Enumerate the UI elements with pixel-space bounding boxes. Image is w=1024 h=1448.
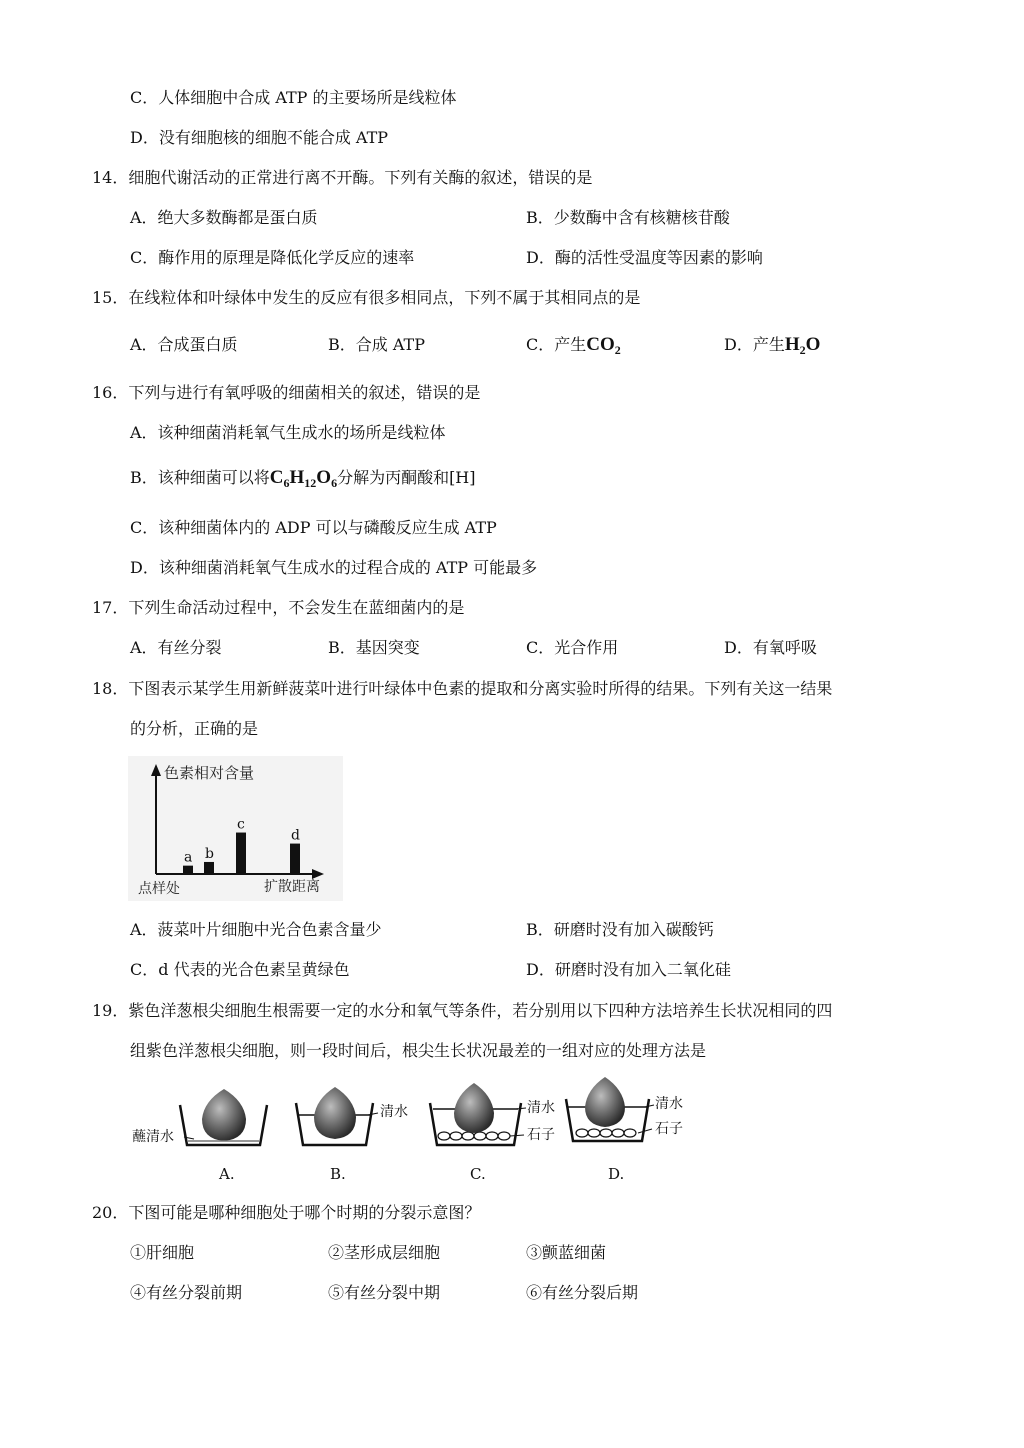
q19-stem-line1: 19．紫色洋葱根尖细胞生根需要一定的水分和氧气等条件，若分别用以下四种方法培养生长状况相同的四 [92,1001,833,1020]
q14-stem: 14．细胞代谢活动的正常进行离不开酶。下列有关酶的叙述，错误的是 [92,168,593,187]
stones-d [576,1129,636,1137]
setup-b [296,1087,408,1183]
q17-stem: 17．下列生命活动过程中，不会发生在蓝细菌内的是 [92,598,465,617]
caption-c: C. [470,1165,486,1183]
label-leader-c2 [510,1135,524,1136]
label-stone-c: 石子 [527,1127,555,1143]
bar-d [290,844,300,873]
q20-option-5: ⑤有丝分裂中期 [328,1283,441,1302]
q19-stem-line2: 组紫色洋葱根尖细胞，则一段时间后，根尖生长状况最差的一组对应的处理方法是 [130,1041,707,1060]
label-leader-b [368,1113,378,1115]
label-dip-water: 蘸清水 [132,1129,174,1145]
label-stone-d: 石子 [655,1121,683,1137]
q16-option-a: A．该种细菌消耗氧气生成水的场所是线粒体 [130,423,446,442]
q16-option-d: D．该种细菌消耗氧气生成水的过程合成的 ATP 可能最多 [130,558,538,577]
h2o-formula: $H_2O$ [784,334,821,357]
q18-stem-line2: 的分析，正确的是 [130,719,259,738]
q16-option-b-suffix: 分解为丙酮酸和[H] [337,468,476,487]
caption-d: D. [608,1165,625,1183]
q14-option-c: C．酶作用的原理是降低化学反应的速率 [130,248,415,267]
q20-option-6: ⑥有丝分裂后期 [526,1283,639,1302]
q15-option-d [724,335,820,360]
q17-option-b: B．基因突变 [328,638,420,657]
setup-a [132,1089,267,1183]
q17-option-c: C．光合作用 [526,638,619,657]
pigment-chart [128,756,343,901]
onion-setup-figure [130,1075,700,1190]
q16-option-b [130,468,476,493]
bar-label-a: a [184,849,193,866]
glucose-formula: $C_6H_{12}O_6$ [269,467,338,490]
onion-c [454,1083,494,1133]
q15-option-b: B．合成 ATP [328,335,425,354]
q15-option-c-prefix: C．产生 [526,335,587,354]
origin-label: 点样处 [138,881,180,897]
label-leader-c1 [516,1108,526,1109]
caption-a: A. [219,1165,235,1183]
y-axis-label: 色素相对含量 [164,764,255,782]
q18-option-c: C．d 代表的光合色素呈黄绿色 [130,960,350,979]
q17-option-a: A．有丝分裂 [130,638,222,657]
onion-d [585,1077,625,1127]
bar-b [204,862,214,873]
caption-b: B. [330,1165,346,1183]
q20-stem: 20．下图可能是哪种细胞处于哪个时期的分裂示意图？ [92,1203,481,1222]
q13-option-d: D．没有细胞核的细胞不能合成 ATP [130,128,389,147]
x-axis-label: 扩散距离 [264,879,320,895]
q14-option-a: A．绝大多数酶都是蛋白质 [130,208,318,227]
q15-option-c [526,335,621,360]
q14-option-d: D．酶的活性受温度等因素的影响 [526,248,763,267]
bar-a [183,866,193,873]
label-water-d: 清水 [655,1096,683,1112]
q16-option-b-prefix: B．该种细菌可以将 [130,468,270,487]
onion-a [202,1089,246,1141]
setup-c [430,1083,555,1183]
q18-option-a: A．菠菜叶片细胞中光合色素含量少 [130,920,382,939]
q16-stem: 16．下列与进行有氧呼吸的细菌相关的叙述，错误的是 [92,383,481,402]
bar-label-d: d [291,827,300,844]
q18-stem-line1: 18．下图表示某学生用新鲜菠菜叶进行叶绿体中色素的提取和分离实验时所得的结果。下列有关这一结果 [92,679,833,698]
bar-label-b: b [205,845,214,862]
q13-option-c: C．人体细胞中合成 ATP 的主要场所是线粒体 [130,88,457,107]
label-water-b: 清水 [380,1104,408,1120]
q18-option-d: D．研磨时没有加入二氧化硅 [526,960,731,979]
q15-option-a: A．合成蛋白质 [130,335,238,354]
q20-option-1: ①肝细胞 [130,1243,195,1262]
stones-c [438,1132,510,1140]
q20-option-3: ③颤蓝细菌 [526,1243,607,1262]
q15-stem: 15．在线粒体和叶绿体中发生的反应有很多相同点，下列不属于其相同点的是 [92,288,641,307]
setup-d [566,1077,683,1183]
onion-b [314,1087,356,1139]
bar-c [236,833,246,873]
label-water-c: 清水 [527,1100,555,1116]
label-leader-d1 [645,1105,654,1107]
q20-option-4: ④有丝分裂前期 [130,1283,243,1302]
q20-option-2: ②茎形成层细胞 [328,1243,441,1262]
q16-option-c: C．该种细菌体内的 ADP 可以与磷酸反应生成 ATP [130,518,497,537]
co2-formula: $CO_2$ [586,334,621,357]
q14-option-b: B．少数酶中含有核糖核苷酸 [526,208,730,227]
q15-option-d-prefix: D．产生 [724,335,785,354]
bar-label-c: c [237,816,245,833]
q18-option-b: B．研磨时没有加入碳酸钙 [526,920,714,939]
q17-option-d: D．有氧呼吸 [724,638,817,657]
